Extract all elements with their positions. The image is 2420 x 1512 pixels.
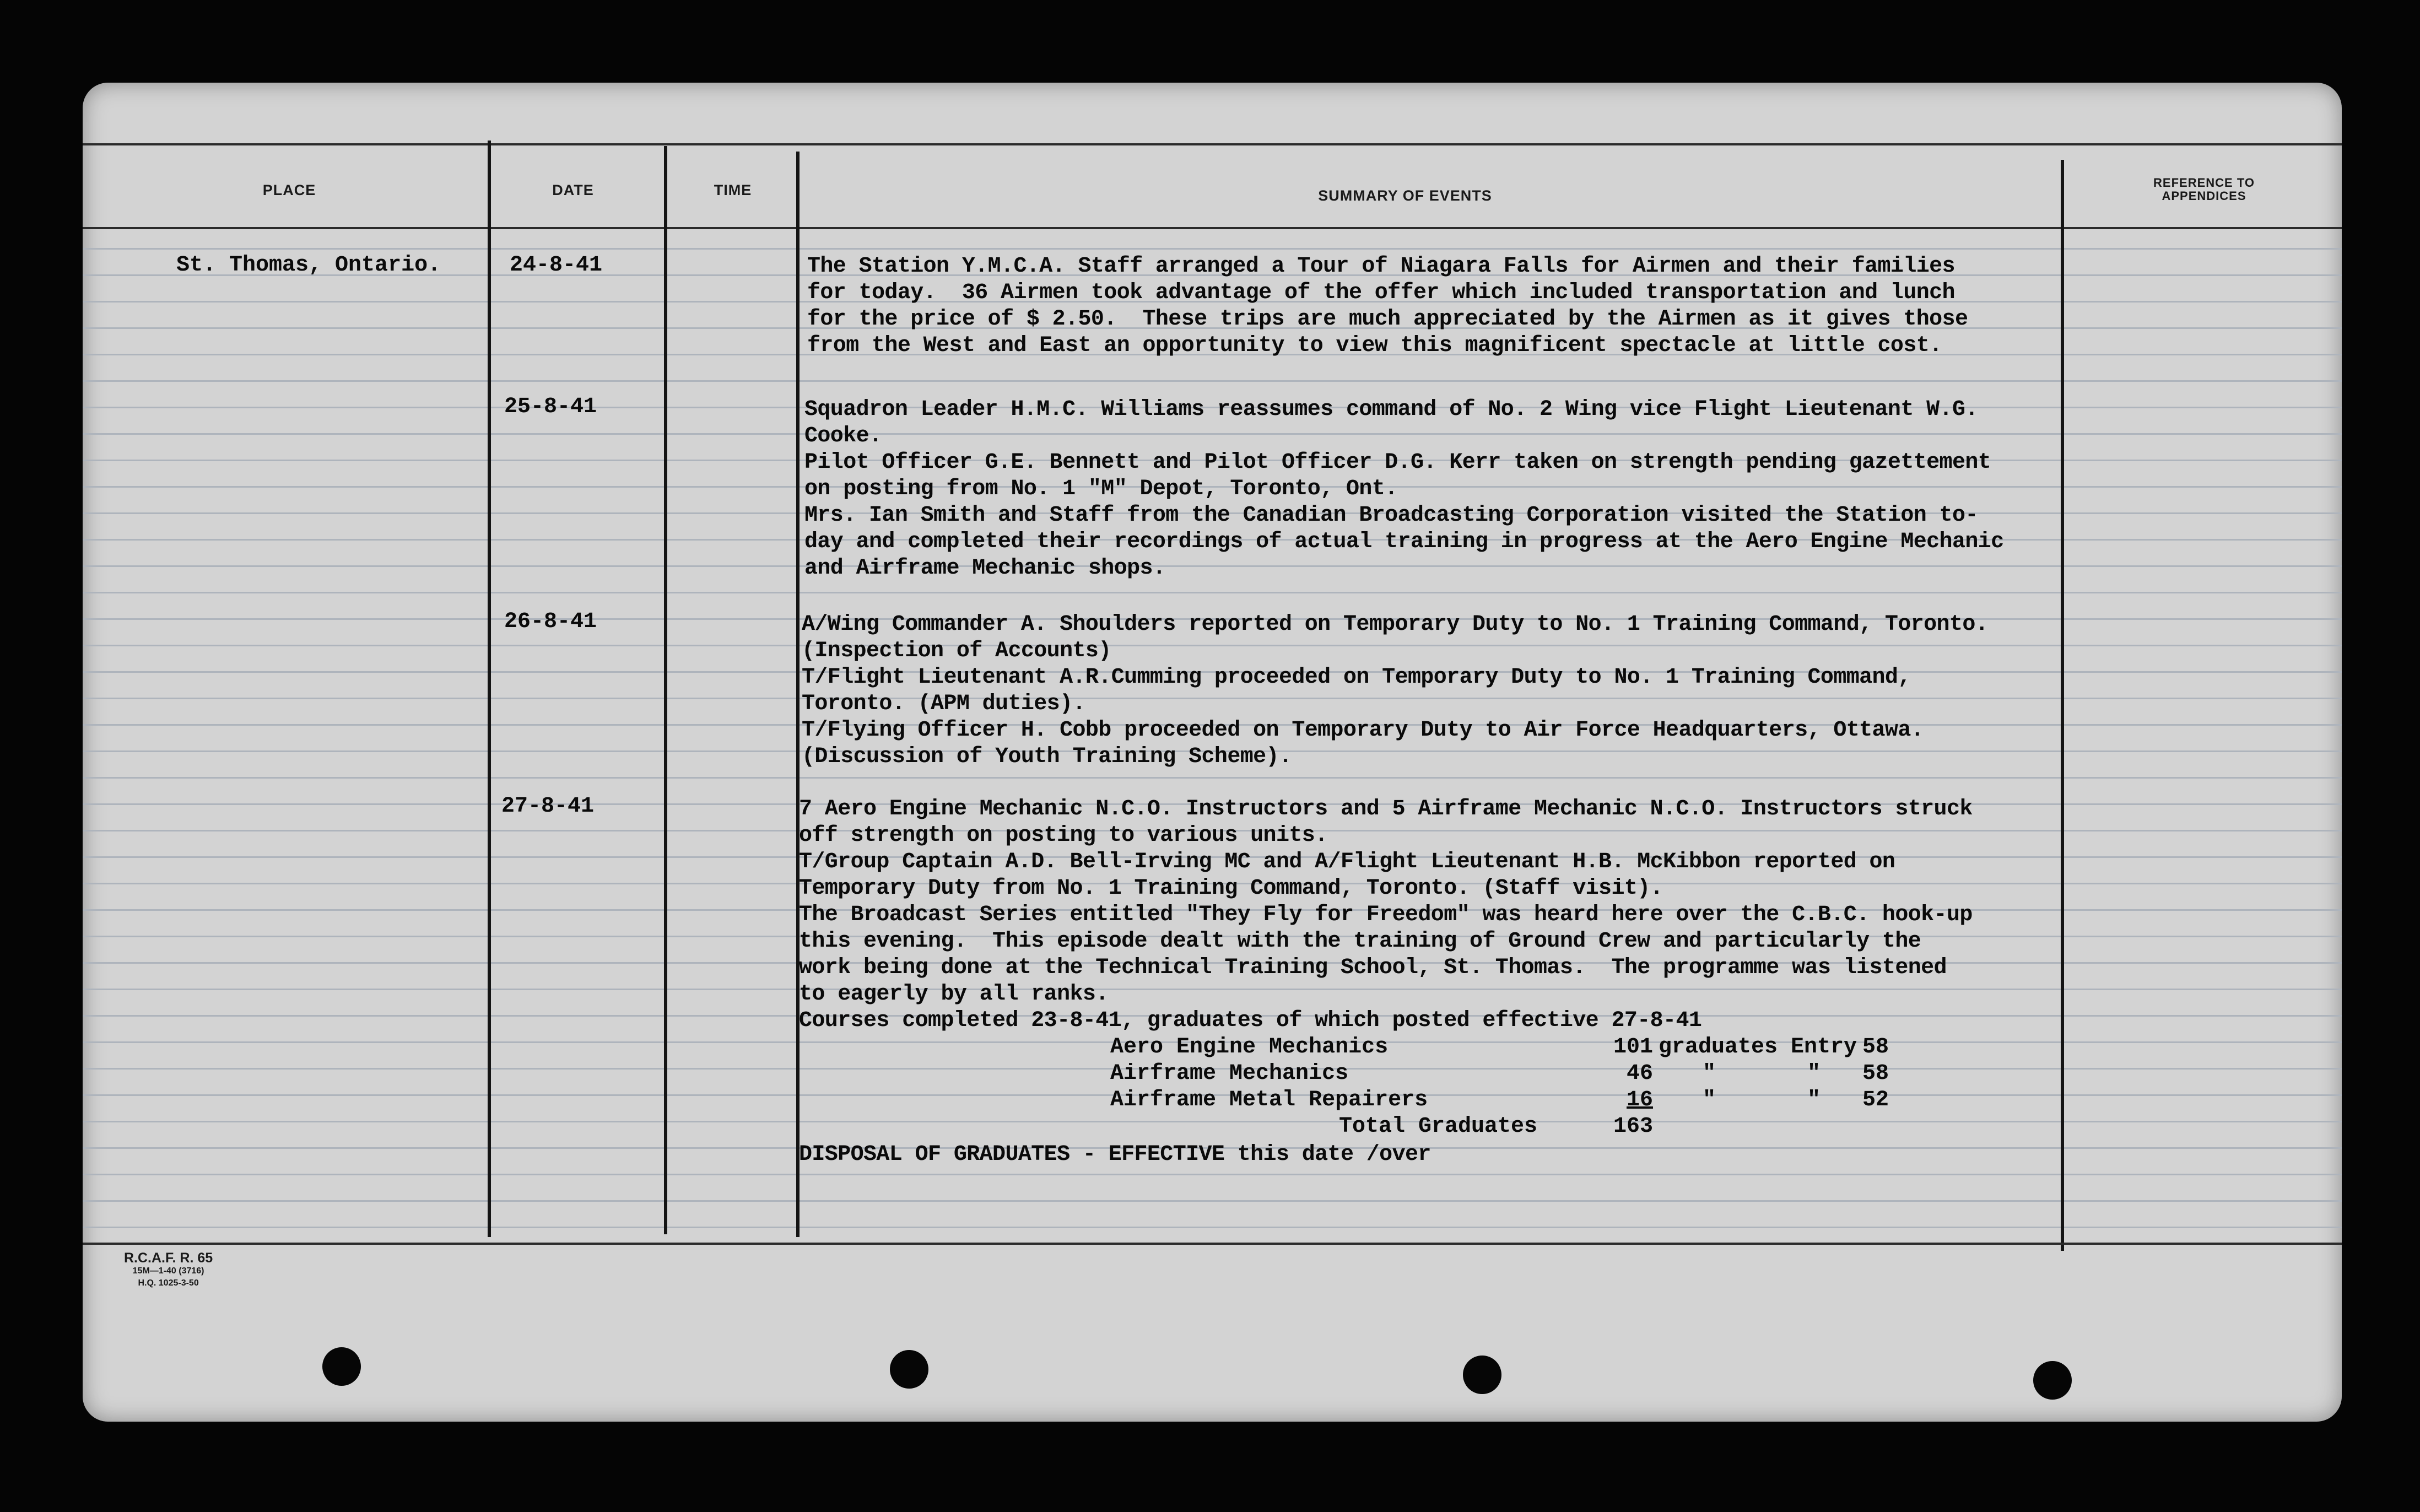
print-run: 15M—1-40 (3716)	[132, 1266, 204, 1276]
summary-line: Squadron Leader H.M.C. Williams reassumes command of No. 2 Wing vice Flight Lieutenant W.G.	[804, 397, 1978, 422]
entry-date: 26-8-41	[504, 609, 597, 634]
summary-line: for the price of $ 2.50. These trips are much appreciated by the Airmen as it gives those	[807, 307, 1968, 332]
entry-number: 58	[1862, 1061, 1889, 1086]
summary-line: 7 Aero Engine Mechanic N.C.O. Instructors and 5 Airframe Mechanic N.C.O. Instructors struck	[799, 797, 1973, 822]
summary-line: from the West and East an opportunity to view this magnificent spectacle at little cost.	[807, 333, 1942, 358]
header-time: TIME	[714, 182, 752, 198]
header-date: DATE	[552, 182, 594, 198]
header-bottom-rule	[83, 227, 2342, 229]
entry-place: St. Thomas, Ontario.	[176, 253, 441, 278]
summary-line: T/Flight Lieutenant A.R.Cumming proceeded on Temporary Duty to No. 1 Training Command,	[802, 665, 1911, 690]
graduate-count: 101	[1613, 1035, 1653, 1060]
ruled-line	[83, 565, 2342, 567]
punch-hole	[322, 1347, 361, 1386]
punch-hole	[1463, 1356, 1501, 1394]
course-name: Airframe Metal Repairers	[1110, 1088, 1428, 1113]
total-label: Total Graduates	[1339, 1114, 1538, 1139]
ruled-line	[83, 1174, 2342, 1175]
summary-line: Courses completed 23-8-41, graduates of which posted effective 27-8-41	[799, 1008, 1702, 1033]
summary-line: The Broadcast Series entitled "They Fly for Freedom" was heard here over the C.B.C. hook-up	[799, 903, 1973, 927]
ruled-line	[83, 433, 2342, 435]
summary-line: Toronto. (APM duties).	[802, 692, 1085, 716]
column-divider-date	[664, 146, 667, 1234]
summary-line: on posting from No. 1 "M" Depot, Toronto, Ont.	[804, 477, 1398, 501]
ruled-line	[83, 645, 2342, 646]
summary-line: and Airframe Mechanic shops.	[804, 556, 1166, 581]
summary-line: Mrs. Ian Smith and Staff from the Canadian Broadcasting Corporation visited the Station to-	[804, 503, 1978, 528]
punch-hole	[890, 1350, 928, 1389]
column-divider-place	[488, 141, 491, 1237]
ditto-mark: "	[1703, 1061, 1716, 1086]
entry-date: 25-8-41	[504, 395, 597, 419]
header-place: PLACE	[262, 182, 316, 198]
column-divider-time	[796, 152, 800, 1237]
header-reference: REFERENCE TO APPENDICES	[2153, 176, 2255, 203]
ditto-mark: "	[1807, 1061, 1821, 1086]
ditto-mark: "	[1703, 1088, 1716, 1113]
summary-line: The Station Y.M.C.A. Staff arranged a Tour of Niagara Falls for Airmen and their families	[807, 254, 1955, 279]
ruled-line	[83, 1200, 2342, 1202]
course-name: Airframe Mechanics	[1110, 1061, 1349, 1086]
form-identifier	[124, 1251, 213, 1289]
summary-line: Temporary Duty from No. 1 Training Command, Toronto. (Staff visit).	[799, 876, 1663, 901]
record-card	[83, 83, 2342, 1422]
entry-date: 27-8-41	[501, 794, 595, 819]
course-name: Aero Engine Mechanics	[1110, 1035, 1389, 1060]
summary-line: this evening. This episode dealt with the training of Ground Crew and particularly the	[799, 929, 1921, 954]
summary-line: (Inspection of Accounts)	[802, 639, 1111, 663]
ruled-line	[83, 989, 2342, 990]
total-value: 163	[1613, 1114, 1653, 1139]
column-divider-summary	[2061, 160, 2064, 1251]
entry-number: 52	[1862, 1088, 1889, 1113]
summary-line: (Discussion of Youth Training Scheme).	[802, 744, 1292, 769]
summary-line: Pilot Officer G.E. Bennett and Pilot Officer D.G. Kerr taken on strength pending gazettement	[804, 450, 1991, 475]
bottom-rule	[83, 1243, 2342, 1245]
summary-line: A/Wing Commander A. Shoulders reported on Temporary Duty to No. 1 Training Command, Toronto.	[802, 612, 1989, 637]
graduate-count: 46	[1626, 1061, 1653, 1086]
ruled-line	[83, 777, 2342, 779]
hq-reference: H.Q. 1025-3-50	[138, 1278, 199, 1288]
ruled-line	[83, 698, 2342, 699]
summary-line: to eagerly by all ranks.	[799, 982, 1109, 1007]
entry-number: 58	[1862, 1035, 1889, 1060]
header-top-rule	[83, 143, 2342, 145]
ruled-line	[83, 592, 2342, 593]
entry-date: 24-8-41	[510, 253, 603, 278]
summary-line: off strength on posting to various units.	[799, 823, 1328, 848]
closing-line: DISPOSAL OF GRADUATES - EFFECTIVE this date /over	[799, 1142, 1431, 1167]
summary-line: work being done at the Technical Training School, St. Thomas. The programme was listened	[799, 955, 1947, 980]
summary-line: Cooke.	[804, 424, 882, 449]
summary-line: day and completed their recordings of actual training in progress at the Aero Engine Mechanic	[804, 530, 2004, 554]
summary-line: T/Group Captain A.D. Bell-Irving MC and A/Flight Lieutenant H.B. McKibbon reported on	[799, 850, 1895, 874]
punch-hole	[2033, 1361, 2072, 1400]
ruled-line	[83, 1121, 2342, 1122]
ruled-line	[83, 380, 2342, 382]
graduate-count: 16	[1626, 1088, 1653, 1113]
header-summary: SUMMARY OF EVENTS	[1318, 187, 1492, 204]
summary-line: for today. 36 Airmen took advantage of the offer which included transportation and lunch	[807, 280, 1955, 305]
graduates-label: graduates Entry	[1659, 1035, 1857, 1060]
summary-line: T/Flying Officer H. Cobb proceeded on Temporary Duty to Air Force Headquarters, Ottawa.	[802, 718, 1924, 743]
ruled-line	[83, 1227, 2342, 1228]
form-number: R.C.A.F. R. 65	[124, 1250, 213, 1266]
ditto-mark: "	[1807, 1088, 1821, 1113]
ruled-line	[83, 248, 2342, 250]
